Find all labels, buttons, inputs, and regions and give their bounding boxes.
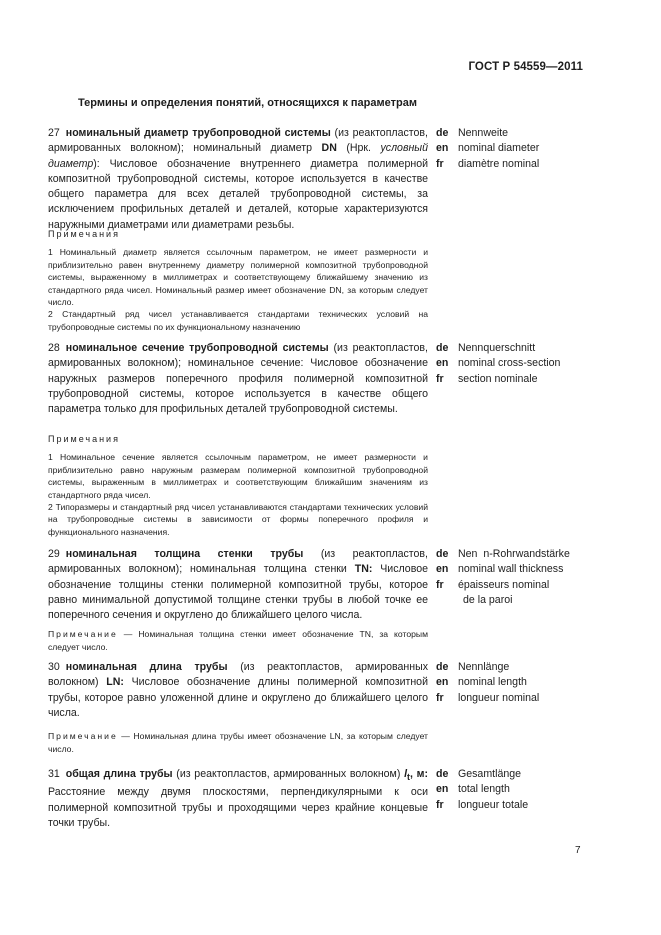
- note-item: 2 Типоразмеры и стандартный ряд чисел устанавливаются стандартами технических условий на трубопроводные системы в зависимости от формы поперечного профиля и функционального назначения.: [48, 502, 428, 537]
- translation-fr: diamètre nominal: [458, 157, 540, 170]
- term-name: общая длина трубы: [65, 768, 173, 780]
- lang-en: en: [436, 783, 449, 796]
- note-item: 1 Номинальный диаметр является ссылочным параметром, не имеет размерности и приблизительно равен внутреннему диаметру полимерной композитной трубопроводной системы, выраженному в миллиметрах и соответствующему ближайшему значению из стандартного ряда чисел. Номинальный размер имеет обозначение DN, за которым следует число.: [48, 247, 428, 308]
- term-abbreviation: TN:: [354, 563, 373, 576]
- term-name: номинальный диаметр трубопроводной системы: [65, 127, 331, 139]
- lang-fr: fr: [436, 372, 444, 385]
- lang-en: en: [436, 563, 449, 576]
- translations: [436, 660, 636, 706]
- translation-fr: épaisseurs nominal: [458, 578, 550, 591]
- definition-text: Числовое обозначение толщины стенки полимерной композитной трубы, которое равно минимальной допустимой толщине стенки трубы в любой точке ее поперечного сечения и округлено до ближайшего целого числа.: [48, 563, 428, 622]
- translation-de: Nennweite: [458, 127, 509, 139]
- term-name: номинальная толщина стенки трубы: [65, 548, 304, 560]
- term-symbol-subscript: t: [407, 772, 410, 783]
- lang-en: en: [436, 357, 449, 370]
- deprecated-term: условный диаметр: [48, 142, 428, 170]
- definition-text: (из реактопластов, армированных волокном); номинальное сечение: Числовое обозначение наружных размеров поперечного профиля полимерной композитной трубопроводной системы, которое используется в качестве общего параметра только для профильных деталей трубопроводной системы.: [48, 342, 429, 416]
- term-definition: [48, 660, 428, 721]
- translation-de: Gesamtlänge: [458, 768, 522, 780]
- translation-en: nominal wall thickness: [458, 563, 564, 576]
- definition-text: (из реактопластов, армированных волокном); номинальный диаметр: [48, 127, 428, 155]
- translations: [436, 547, 636, 608]
- term-name: номинальная длина трубы: [65, 661, 228, 673]
- translation-en: total length: [458, 783, 510, 796]
- definition-text: Расстояние между двумя плоскостями, перпендикулярными к оси полимерной композитной трубы и проходящими через крайние концевые точки трубы.: [48, 786, 428, 829]
- definition-text: ): Числовое обозначение внутреннего диаметра полимерной композитной трубопроводной системы, которое используется в качестве общего параметра для всех деталей трубопроводной системы, за исключением профильных деталей и деталей, которые характеризуются наружными диаметрами или диаметрами резьбы.: [48, 157, 428, 231]
- definition-text: (из реактопластов, армированных волокном): [48, 661, 428, 689]
- term-definition: [48, 547, 428, 623]
- term-name: номинальное сечение трубопроводной системы: [65, 342, 329, 354]
- note-label: Примечание: [48, 629, 118, 639]
- note-30: [48, 730, 428, 755]
- lang-fr: fr: [436, 157, 444, 170]
- translation-de: Nen n-Rohrwandstärke: [458, 548, 570, 560]
- translation-de: Nennquerschnitt: [458, 342, 536, 354]
- translation-fr-continued: de la paroi: [463, 593, 513, 606]
- translation-fr: longueur totale: [458, 798, 529, 811]
- note-label: Примечание: [48, 731, 118, 741]
- notes-27: [48, 228, 428, 333]
- term-abbreviation: DN: [321, 142, 337, 155]
- definition-text: (из реактопластов, армированных волокном); номинальная толщина стенки: [48, 548, 429, 576]
- standard-number: ГОСТ Р 54559—2011: [468, 61, 583, 73]
- translation-fr: section nominale: [458, 372, 538, 385]
- translations: [436, 341, 636, 387]
- term-number: 27: [48, 127, 60, 139]
- translation-en: nominal length: [458, 676, 527, 689]
- translation-de: Nennlänge: [458, 661, 510, 673]
- term-abbreviation: LN:: [106, 676, 124, 689]
- term-unit: , м:: [409, 768, 428, 780]
- lang-en: en: [436, 676, 449, 689]
- term-symbol: l: [404, 768, 408, 780]
- lang-de: de: [436, 768, 449, 780]
- term-number: 28: [48, 342, 60, 354]
- lang-de: de: [436, 661, 449, 673]
- term-definition: [48, 126, 428, 233]
- lang-fr: fr: [436, 578, 444, 591]
- section-title: Термины и определения понятий, относящихся к параметрам: [78, 97, 417, 109]
- term-definition: [48, 341, 428, 417]
- translations: [436, 126, 636, 172]
- notes-heading: Примечания: [48, 229, 120, 239]
- definition-text: (Нрк.: [336, 142, 381, 155]
- translation-en: nominal diameter: [458, 142, 540, 155]
- term-definition: [48, 767, 428, 831]
- note-text: — Номинальная длина трубы имеет обозначение LN, за которым следует число.: [48, 731, 428, 754]
- translations: [436, 767, 636, 813]
- note-29: [48, 628, 428, 653]
- note-item: 1 Номинальное сечение является ссылочным параметром, не имеет размерности и приблизительно равно наружным размерам полимерной композитной трубопроводной системы, выраженным в миллиметрах и соответствующим ближайшим значениям из стандартного ряда чисел.: [48, 452, 428, 500]
- lang-en: en: [436, 142, 449, 155]
- definition-text: Числовое обозначение длины полимерной композитной трубы, которое равно уложенной длине и округлено до ближайшего целого числа.: [48, 676, 428, 719]
- lang-fr: fr: [436, 798, 444, 811]
- lang-de: de: [436, 342, 449, 354]
- notes-heading: Примечания: [48, 434, 120, 444]
- lang-de: de: [436, 127, 449, 139]
- note-item: 2 Стандартный ряд чисел устанавливается стандартами технических условий на трубопроводные системы по их функциональному назначению: [48, 309, 428, 332]
- term-number: 30: [48, 661, 60, 673]
- term-number: 29: [48, 548, 60, 560]
- translation-en: nominal cross-section: [458, 357, 561, 370]
- lang-de: de: [436, 548, 449, 560]
- notes-28: [48, 433, 428, 538]
- definition-text: (из реактопластов, армированных волокном): [172, 768, 405, 780]
- note-text: — Номинальная толщина стенки имеет обозначение TN, за которым следует число.: [48, 629, 428, 652]
- lang-fr: fr: [436, 691, 444, 704]
- term-number: 31: [48, 768, 60, 780]
- translation-fr: longueur nominal: [458, 691, 540, 704]
- page-number: 7: [575, 845, 581, 856]
